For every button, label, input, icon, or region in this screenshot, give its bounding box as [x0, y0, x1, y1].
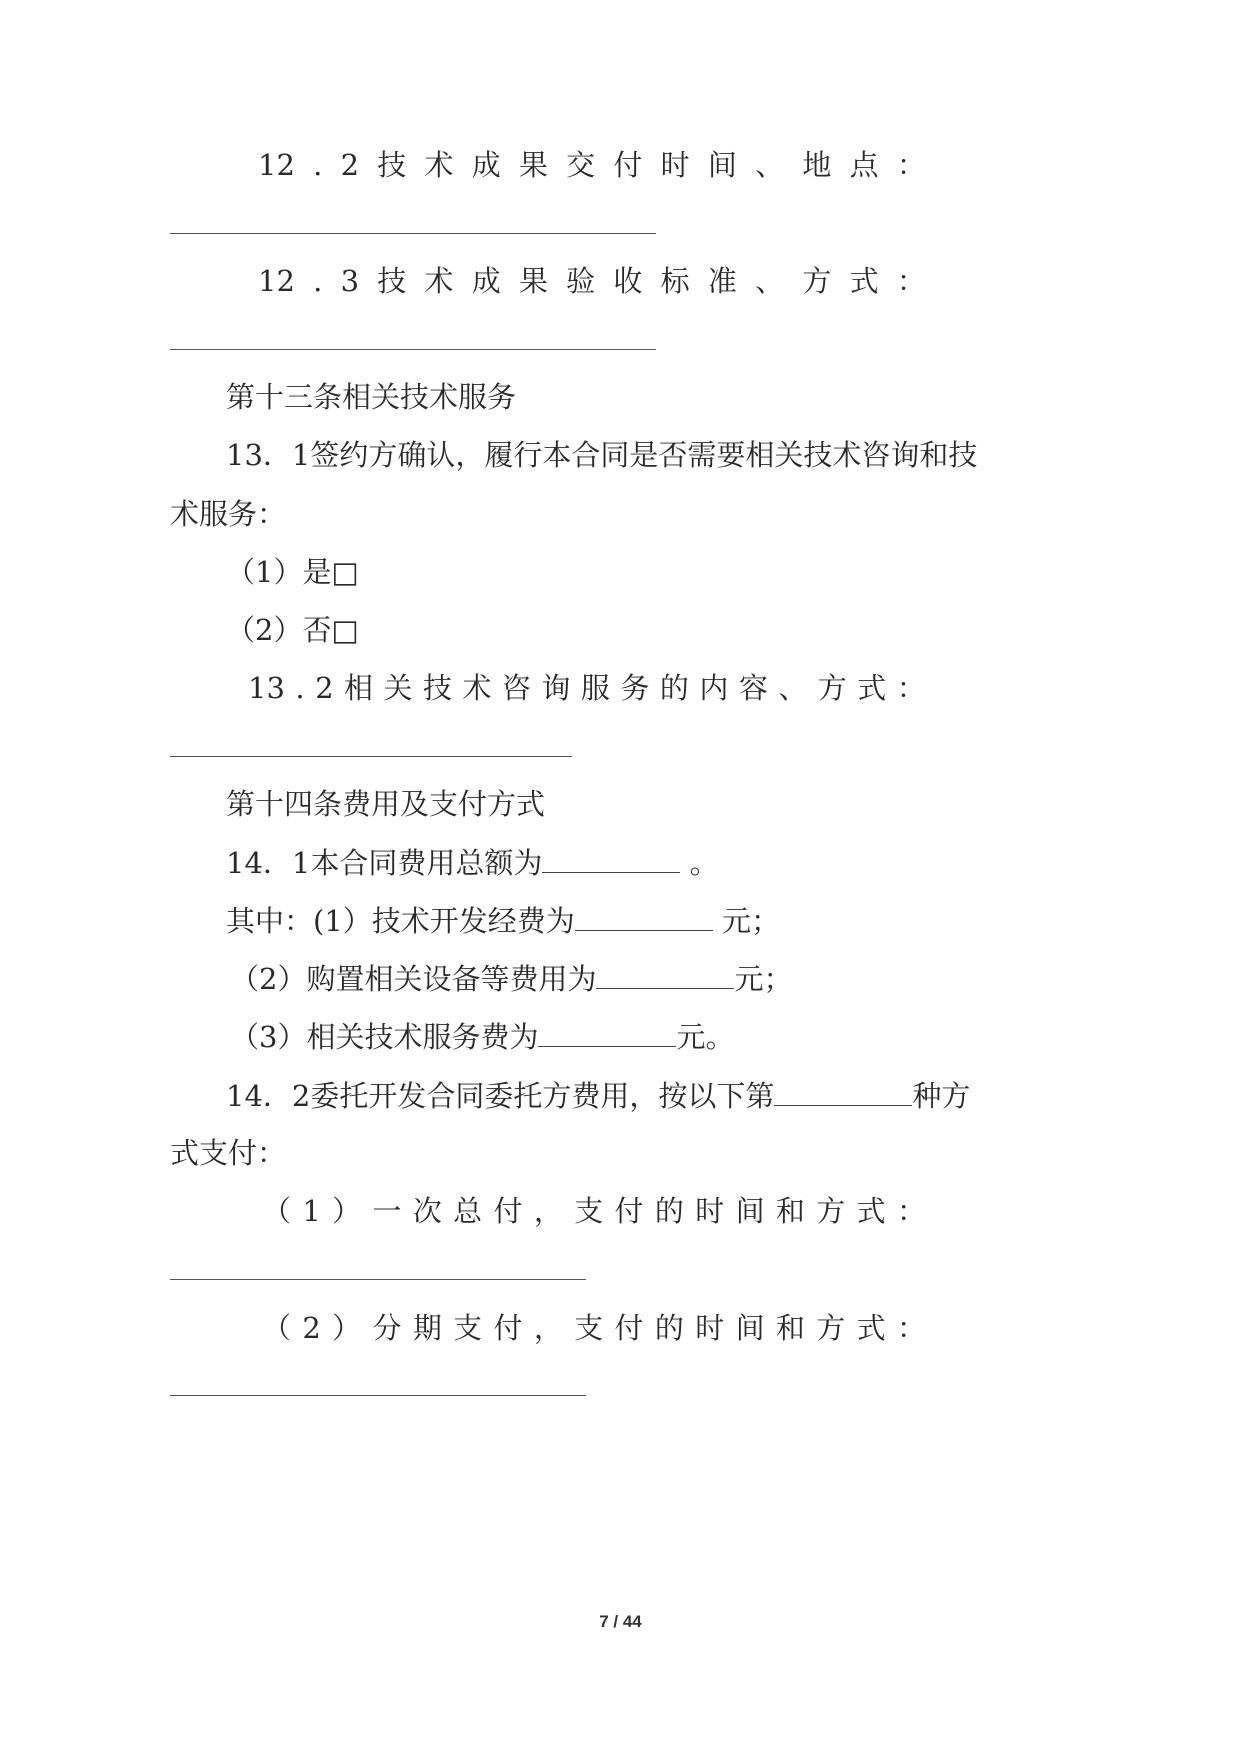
payment-option-2 — [262, 1308, 926, 1348]
spread-char: 总 — [453, 1194, 483, 1228]
spread-char: 成 — [471, 264, 501, 298]
clause-14-2-line1 — [226, 1075, 970, 1116]
spread-char: 支 — [453, 1311, 483, 1345]
clause-14-1-c-unit: 元。 — [676, 1020, 735, 1054]
spread-char: 术 — [424, 264, 454, 298]
spread-char: 时 — [660, 148, 690, 182]
clause-14-1-a-text: 其中：(1）技术开发经费为 — [226, 904, 575, 938]
option-no-checkbox[interactable]: （2）否□ — [226, 613, 359, 647]
fill-in-line-12-3 — [170, 349, 656, 350]
spread-char: 询 — [541, 671, 571, 705]
spread-char: 、 — [755, 148, 785, 182]
article-13-title: 第十三条相关技术服务 — [226, 380, 517, 414]
spread-char: 技 — [422, 671, 452, 705]
spread-char: 和 — [775, 1311, 805, 1345]
spread-char: 式 — [857, 671, 887, 705]
spread-char: 容 — [738, 671, 768, 705]
spread-char: 间 — [735, 1311, 765, 1345]
clause-12-3 — [258, 261, 926, 301]
spread-char: 果 — [518, 264, 548, 298]
spread-char: 技 — [377, 264, 407, 298]
spread-char: 成 — [471, 148, 501, 182]
spread-char: ： — [896, 1311, 926, 1345]
spread-char: ： — [896, 1194, 926, 1228]
spread-char: 分 — [372, 1311, 402, 1345]
spread-char: 间 — [735, 1194, 765, 1228]
clause-14-2-end: 种方 — [912, 1079, 971, 1113]
spread-char: 付 — [614, 1194, 644, 1228]
fill-in-line-payment-1 — [170, 1279, 586, 1280]
spread-char: ， — [533, 1194, 563, 1228]
spread-char: . — [313, 148, 323, 182]
spread-char: 果 — [518, 148, 548, 182]
spread-char: 付 — [493, 1194, 523, 1228]
fill-in-line-payment-2 — [170, 1395, 586, 1396]
spread-char: ， — [533, 1311, 563, 1345]
spread-char: 次 — [412, 1194, 442, 1228]
spread-char: 付 — [614, 1311, 644, 1345]
spread-char: 3 — [340, 264, 360, 298]
spread-char: 收 — [613, 264, 643, 298]
spread-char: 服 — [580, 671, 610, 705]
spread-char: 方 — [816, 1194, 846, 1228]
clause-14-1-end: 。 — [689, 846, 719, 880]
clause-14-1-a-unit: 元； — [721, 904, 780, 938]
clause-14-2-line2: 式支付： — [170, 1136, 287, 1170]
spread-char: 12 — [258, 148, 295, 182]
spread-char: 准 — [707, 264, 737, 298]
spread-char: 、 — [778, 671, 808, 705]
spread-char: 交 — [566, 148, 596, 182]
total-amount-blank[interactable] — [542, 842, 680, 873]
spread-char: 式 — [849, 264, 879, 298]
clause-14-1-b — [230, 958, 792, 999]
spread-char: 点 — [849, 148, 879, 182]
option-yes-checkbox[interactable]: （1）是□ — [226, 555, 359, 589]
spread-char: 时 — [695, 1311, 725, 1345]
spread-char: 支 — [574, 1194, 604, 1228]
clause-14-1-c-text: （3）相关技术服务费为 — [230, 1020, 539, 1054]
spread-char: （ — [262, 1194, 292, 1228]
dev-fee-blank[interactable] — [575, 900, 713, 931]
fill-in-line-13-2 — [170, 756, 572, 757]
spread-char: . — [295, 671, 305, 705]
spread-char: 式 — [856, 1311, 886, 1345]
clause-12-2 — [258, 145, 926, 185]
spread-char: ： — [896, 148, 926, 182]
spread-char: 的 — [654, 1194, 684, 1228]
spread-char: ： — [896, 671, 926, 705]
spread-char: 付 — [613, 148, 643, 182]
equipment-fee-blank[interactable] — [596, 958, 734, 989]
clause-14-1 — [226, 842, 719, 883]
spread-char: ： — [896, 264, 926, 298]
spread-char: 一 — [372, 1194, 402, 1228]
spread-char: 12 — [258, 264, 295, 298]
spread-char: 付 — [493, 1311, 523, 1345]
spread-char: 2 — [315, 671, 334, 705]
spread-char: 术 — [462, 671, 492, 705]
spread-char: 的 — [659, 671, 689, 705]
spread-char: 务 — [620, 671, 650, 705]
clause-14-1-c — [230, 1016, 734, 1057]
spread-char: 内 — [699, 671, 729, 705]
spread-char: 的 — [654, 1311, 684, 1345]
spread-char: 间 — [707, 148, 737, 182]
clause-14-1-text: 14．1本合同费用总额为 — [226, 846, 543, 880]
spread-char: 地 — [802, 148, 832, 182]
spread-char: 2 — [302, 1311, 321, 1345]
spread-char: 、 — [755, 264, 785, 298]
spread-char: 时 — [695, 1194, 725, 1228]
spread-char: 方 — [802, 264, 832, 298]
clause-14-1-b-unit: 元； — [734, 962, 793, 996]
spread-char: 1 — [302, 1194, 321, 1228]
spread-char: ） — [332, 1311, 362, 1345]
payment-option-1 — [262, 1191, 926, 1231]
spread-char: 2 — [340, 148, 360, 182]
spread-char: 和 — [775, 1194, 805, 1228]
spread-char: ） — [332, 1194, 362, 1228]
spread-char: 13 — [248, 671, 285, 705]
clause-14-1-b-text: （2）购置相关设备等费用为 — [230, 962, 597, 996]
spread-char: . — [313, 264, 323, 298]
spread-char: 相 — [343, 671, 373, 705]
page-number: 7 / 44 — [599, 1612, 642, 1631]
article-14-title: 第十四条费用及支付方式 — [226, 787, 546, 821]
clause-13-2 — [248, 668, 926, 708]
spread-char: 支 — [574, 1311, 604, 1345]
clause-14-1-a — [226, 900, 780, 941]
spread-char: 技 — [377, 148, 407, 182]
spread-char: 验 — [566, 264, 596, 298]
spread-char: 咨 — [501, 671, 531, 705]
clause-13-1-line2: 术服务： — [170, 497, 287, 531]
spread-char: 式 — [856, 1194, 886, 1228]
spread-char: 关 — [383, 671, 413, 705]
payment-method-blank[interactable] — [774, 1075, 912, 1106]
service-fee-blank[interactable] — [538, 1016, 676, 1047]
spread-char: （ — [262, 1311, 292, 1345]
spread-char: 标 — [660, 264, 690, 298]
spread-char: 术 — [424, 148, 454, 182]
clause-13-1-line1: 13．1签约方确认，履行本合同是否需要相关技术咨询和技 — [226, 438, 978, 472]
spread-char: 期 — [412, 1311, 442, 1345]
spread-char: 方 — [817, 671, 847, 705]
clause-14-2-text: 14．2委托开发合同委托方费用，按以下第 — [226, 1079, 775, 1113]
fill-in-line-12-2 — [170, 233, 656, 234]
spread-char: 方 — [816, 1311, 846, 1345]
